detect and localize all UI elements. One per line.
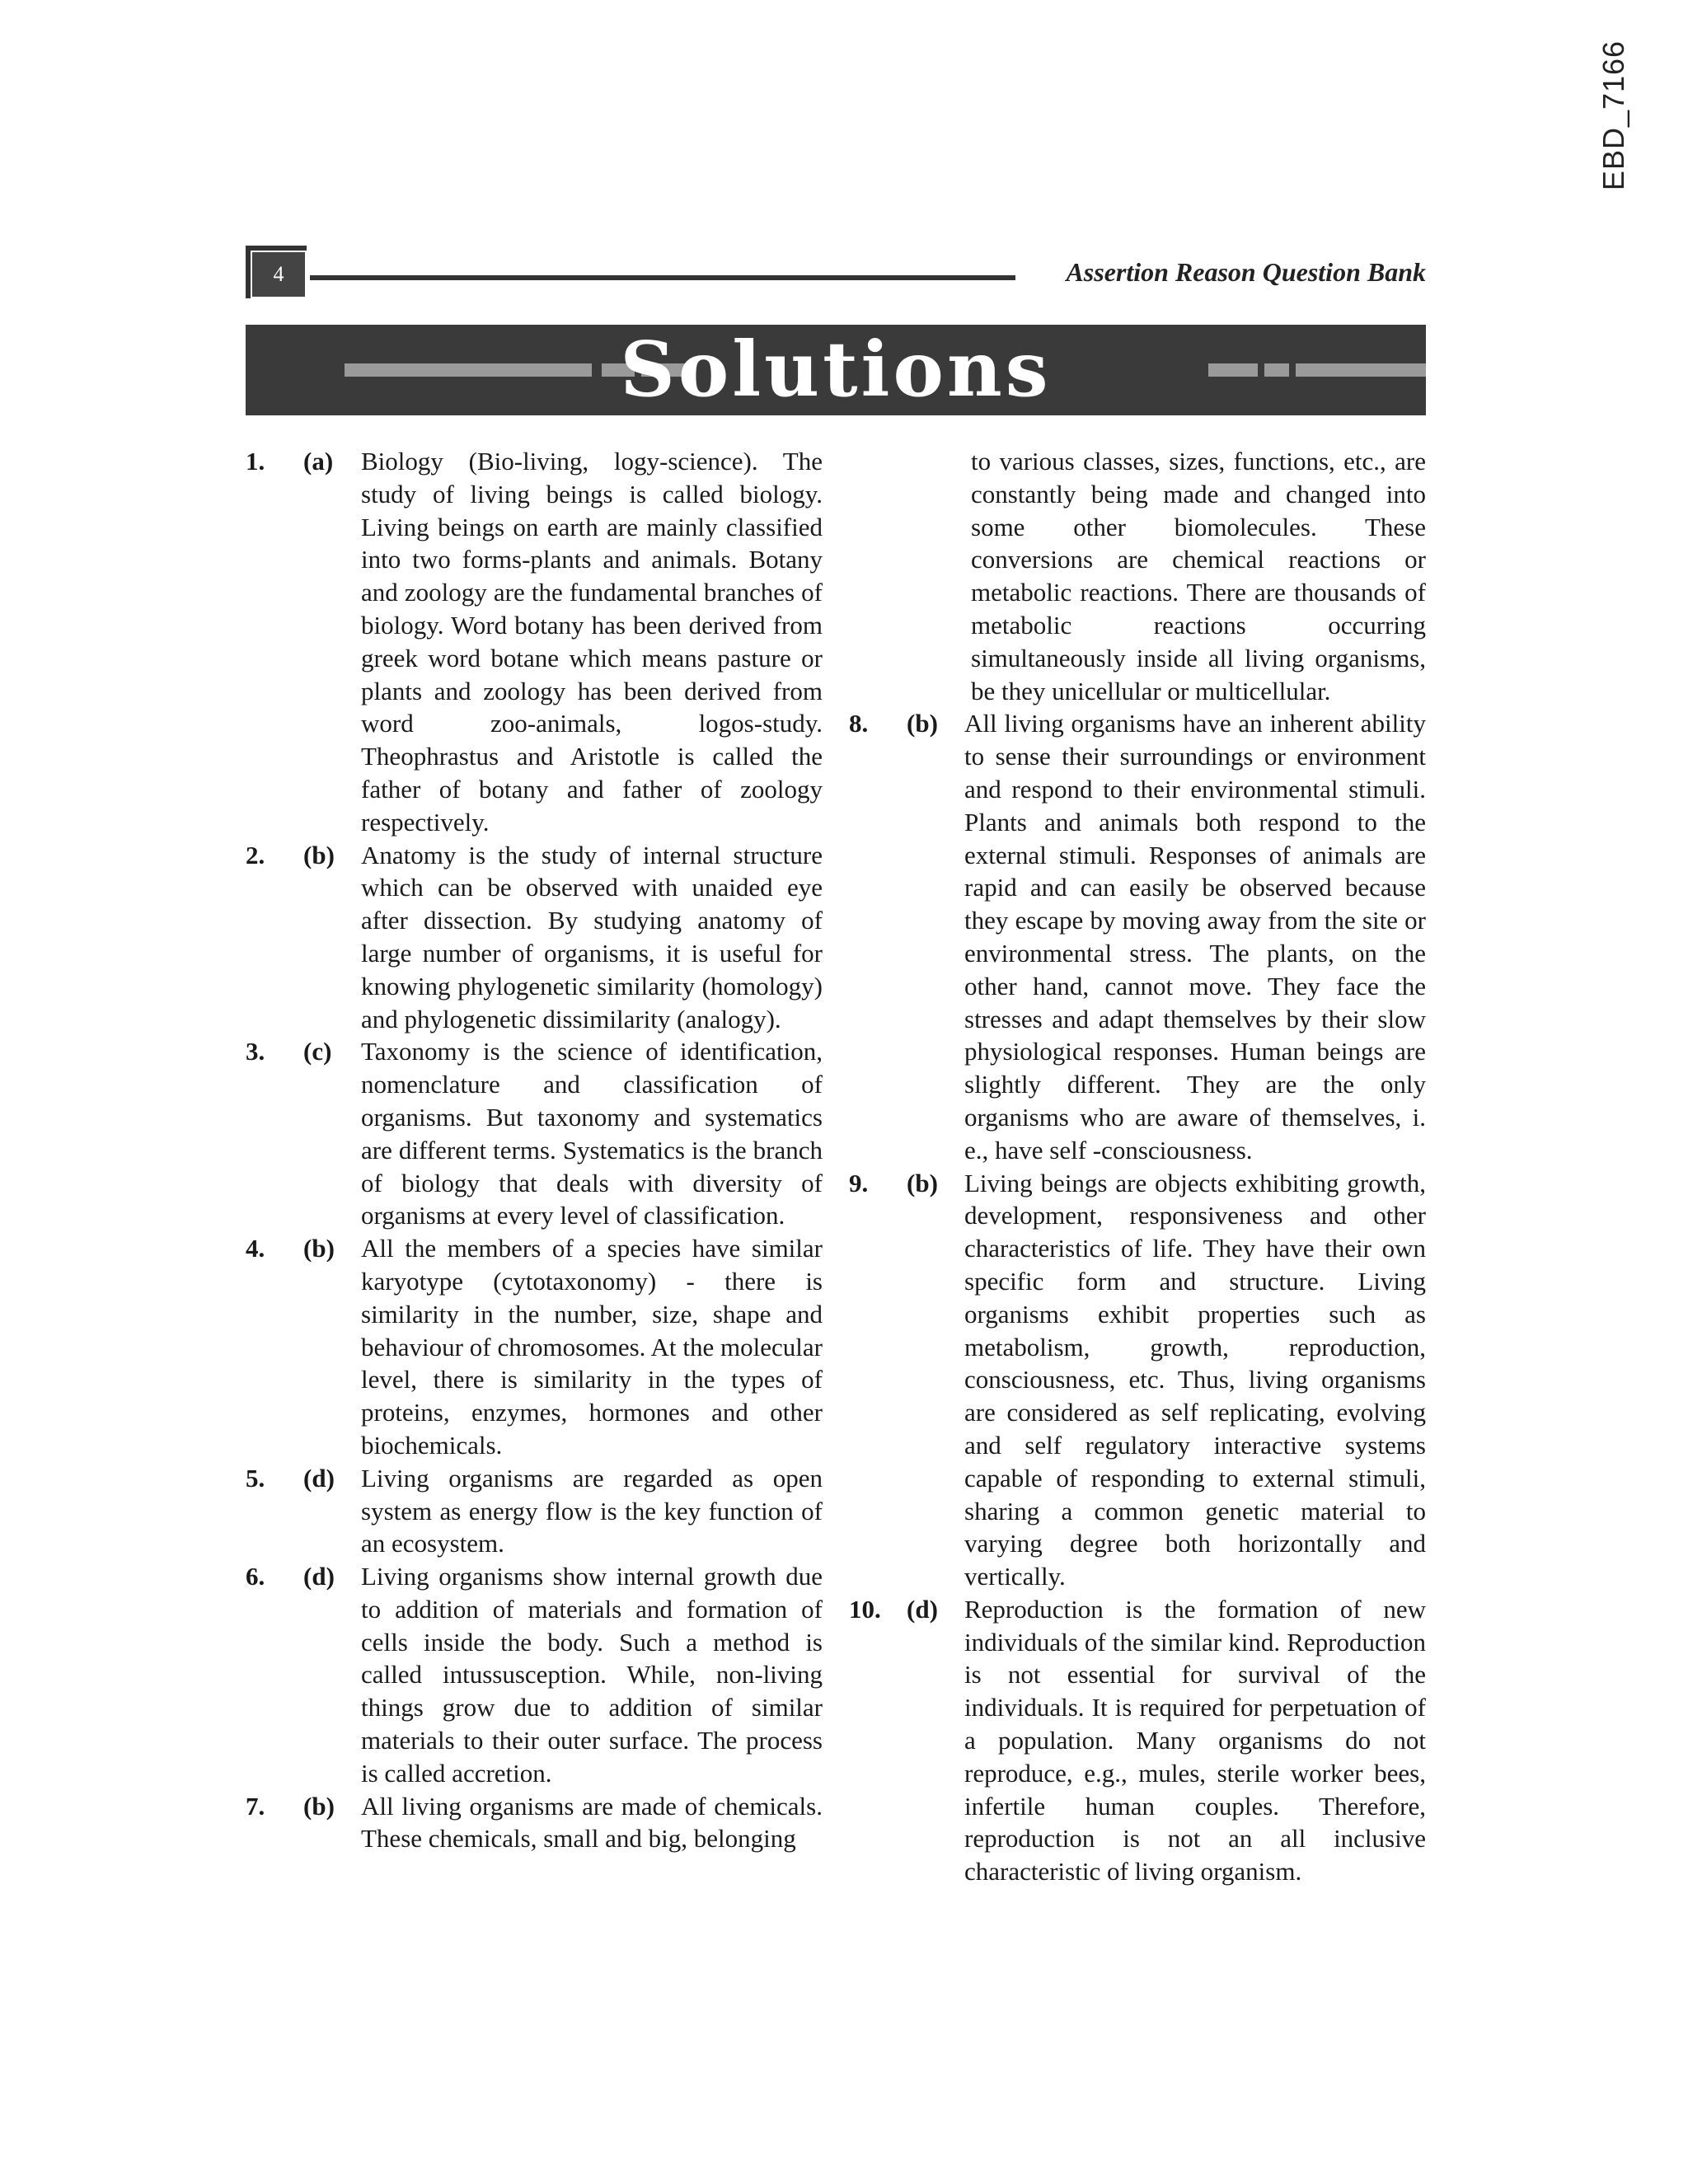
item-answer: (b) xyxy=(303,1234,335,1263)
solution-item-6 xyxy=(246,1560,823,1790)
item-answer: (b) xyxy=(303,840,335,869)
item-number: 5. xyxy=(246,1463,265,1493)
item-text: Living organisms show internal growth due to addition of materials and formation of cells inside the body. Such a method is called intussusception. While, non-living things grow due to addition of similar materials to their outer surface. The process is called accretion. xyxy=(361,1562,823,1788)
banner-title: Solutions xyxy=(620,325,1052,414)
solution-item-7 xyxy=(246,1790,823,1856)
right-column xyxy=(849,445,1426,1888)
running-title: Assertion Reason Question Bank xyxy=(1066,257,1426,287)
item-number: 3. xyxy=(246,1037,265,1066)
solution-item-3 xyxy=(246,1035,823,1232)
page-number: 4 xyxy=(252,252,305,297)
item-text: All living organisms have an inherent ability to sense their surroundings or environment and respond to their environmental stimuli. Plants and animals both respond to the external stimuli. Responses of animals are rapid and can easily be observed because they escape by moving away from the site or environmental stress. The plants, on the other hand, cannot move. They face the stresses and adapt themselves by their slow physiological responses. Human beings are slightly different. They are the only organisms who are aware of themselves, i. e., have self -consciousness. xyxy=(964,709,1426,1165)
left-column xyxy=(246,445,823,1855)
item-number: 7. xyxy=(246,1791,265,1821)
side-code xyxy=(1597,41,1630,190)
item-number: 9. xyxy=(849,1168,869,1197)
item-text: Taxonomy is the science of identification, nomenclature and classification of organisms. But taxonomy and systematics are different terms. Systematics is the branch of biology that deals with diversity of organisms at every level of classification. xyxy=(361,1037,823,1230)
item-text: Biology (Bio-living, logy-science). The study of living beings is called biology. Living beings on earth are mainly classified into two forms-plants and animals. Botany and zoology are the fundamental branches of biology. Word botany has been derived from greek word botane which means pasture or plants and zoology has been derived from word zoo-animals, logos-study. Theophrastus and Aristotle is called the father of botany and father of zoology respectively. xyxy=(361,447,823,837)
solution-item-9 xyxy=(849,1167,1426,1593)
item-number: 4. xyxy=(246,1234,265,1263)
item-answer: (c) xyxy=(303,1037,332,1066)
item-text: All the members of a species have similar karyotype (cytotaxonomy) - there is similarity in the number, size, shape and behaviour of chromosomes. At the molecular level, there is similarity in the types of proteins, enzymes, hormones and other biochemicals. xyxy=(361,1234,823,1460)
item-number: 1. xyxy=(246,447,265,476)
item-answer: (d) xyxy=(303,1562,335,1591)
item-number: 2. xyxy=(246,840,265,869)
solution-item-5 xyxy=(246,1462,823,1560)
item-text: Anatomy is the study of internal structure which can be observed with unaided eye after dissection. By studying anatomy of large number of organisms, it is useful for knowing phylogenetic similarity (homology) and phylogenetic dissimilarity (analogy). xyxy=(361,840,823,1033)
solution-item-1 xyxy=(246,445,823,839)
item-answer: (d) xyxy=(303,1463,335,1493)
item-number: 8. xyxy=(849,709,869,738)
header-rule xyxy=(310,275,1015,280)
item-text: All living organisms are made of chemicals. These chemicals, small and big, belonging xyxy=(361,1791,823,1854)
item-number: 6. xyxy=(246,1562,265,1591)
item-text: Living organisms are regarded as open system as energy flow is the key function of an ecosystem. xyxy=(361,1463,823,1558)
solution-item-4 xyxy=(246,1232,823,1462)
solution-item-2 xyxy=(246,839,823,1036)
solution-item-10 xyxy=(849,1593,1426,1888)
item-answer: (b) xyxy=(303,1791,335,1821)
item-text: Living beings are objects exhibiting growth, development, responsiveness and other characteristics of life. They have their own specific form and structure. Living organisms exhibit properties such as metabolism, growth, reproduction, consciousness, etc. Thus, living organisms are considered as self replicating, evolving and self regulatory interactive systems capable of responding to external stimuli, sharing a common genetic material to varying degree both horizontally and vertically. xyxy=(964,1168,1426,1591)
solution-item-8 xyxy=(849,707,1426,1166)
side-code-text: EBD_7166 xyxy=(1597,40,1631,191)
item-text: Reproduction is the formation of new individuals of the similar kind. Reproduction is not essential for survival of the individuals. It is required for perpetuation of a population. Many organisms do not reproduce, e.g., mules, sterile worker bees, infertile human couples. Therefore, reproduction is not an all inclusive characteristic of living organism. xyxy=(964,1594,1426,1886)
solution-item-7-continuation: to various classes, sizes, functions, etc., are constantly being made and changed into some other biomolecules. These conversions are chemical reactions or metabolic reactions. There are thousands of metabolic reactions occurring simultaneously inside all living organisms, be they unicellular or multicellular. xyxy=(971,447,1426,705)
item-answer: (a) xyxy=(303,447,334,476)
item-answer: (b) xyxy=(907,709,938,738)
solutions-banner xyxy=(246,325,1426,415)
item-answer: (b) xyxy=(907,1168,938,1197)
item-answer: (d) xyxy=(907,1594,938,1624)
item-number: 10. xyxy=(849,1594,881,1624)
